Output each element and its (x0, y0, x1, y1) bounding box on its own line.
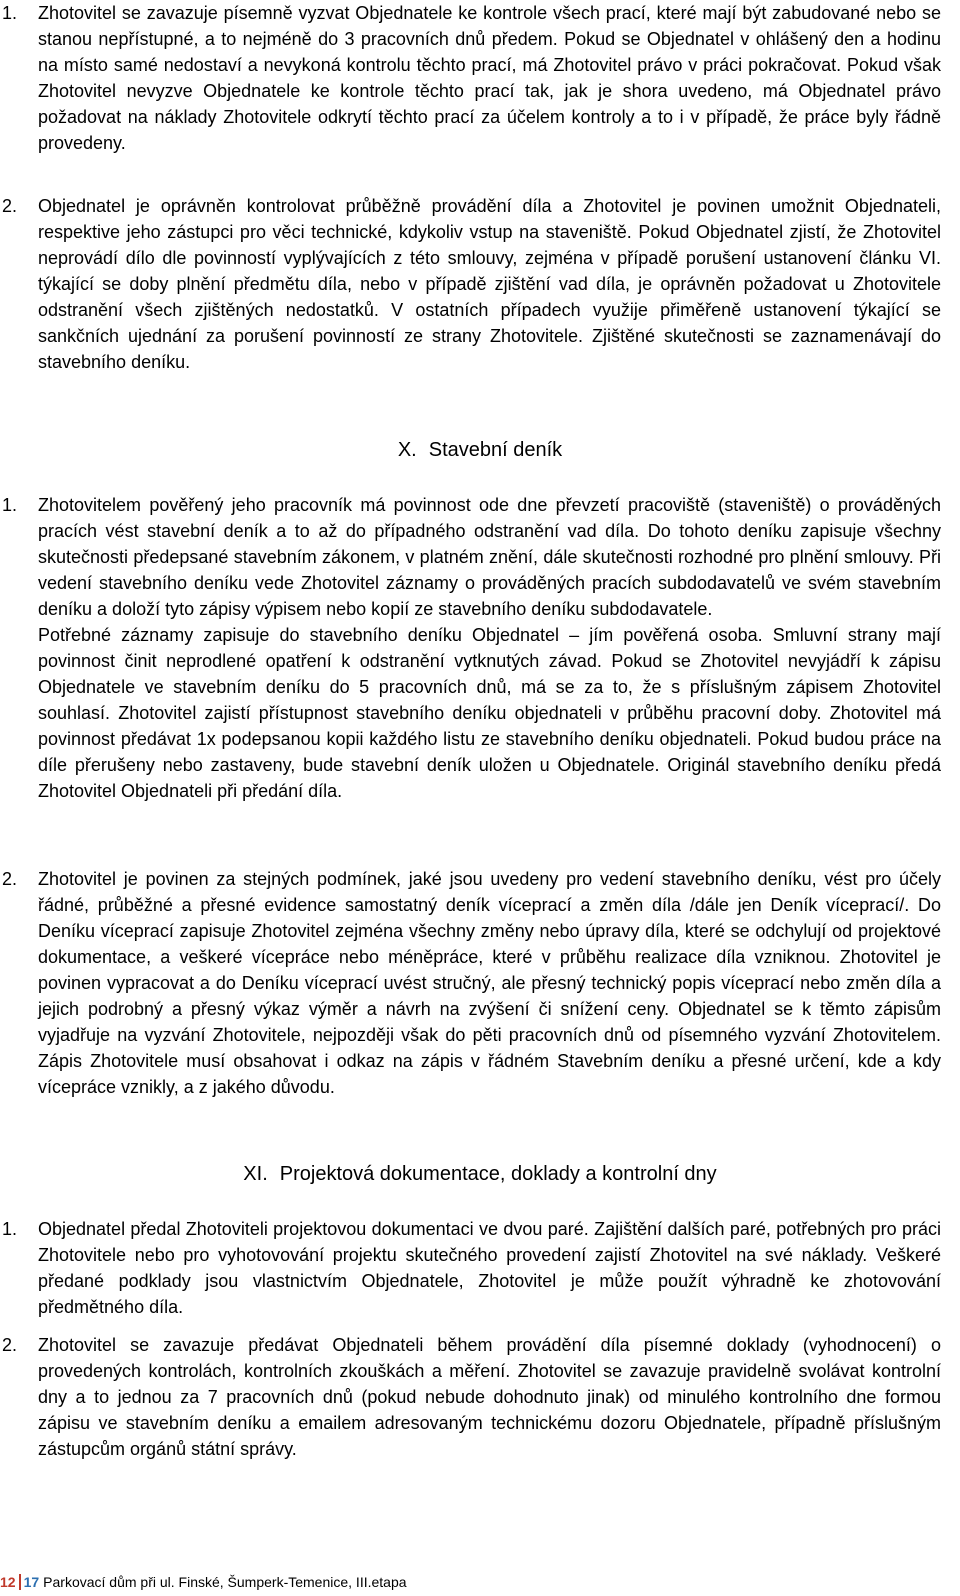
clause-9-2 (0, 193, 940, 375)
clause-10-2 (0, 866, 940, 1100)
clause-paragraph: Potřebné záznamy zapisuje do stavebního deníku Objednatel – jím pověřená osoba. Smluvní strany mají povinnost činit neprodlené opatření k odstranění vytknutých závad. Pokud se Zhotovitel nevyjádří k zápisu Objednatele ve stavebním deníku do 5 pracovních dnů, má se za to, že s příslušným zápisem Zhotovitel souhlasí. Zhotovitel zajistí přístupnost stavebního deníku objednateli v průběhu pracovní doby. Zhotovitel má povinnost předávat 1x podepsanou kopii každého listu ze stavebního deníku objednateli. Pokud budou práce na díle přerušeny nebo zastaveny, bude stavební deník uložen u Objednatele. Originál stavebního deníku předá Zhotovitel Objednateli při předání díla. (38, 625, 941, 801)
clause-text: Objednatel je oprávněn kontrolovat průběžně provádění díla a Zhotovitel je povinen umožnit Objednateli, respektive jeho zástupci pro věci technické, kdykoliv vstup na staveniště. Pokud Objednatel zjistí, že Zhotovitel neprovádí dílo dle povinností vyplývajících z této smlouvy, zejména v případě porušení ustanovení článku VI. týkající se doby plnění předmětu díla, nebo v případě zjištění vad díla, je oprávněn požadovat u Zhotovitele odstranění všech zjištěných nedostatků. V ostatních případech využije přiměřeně ustanovení týkající se sankčních ujednání za porušení povinností ze strany Zhotovitele. Zjištěné skutečnosti se zaznamenávají do stavebního deníku. (38, 196, 941, 372)
page-number-current: 12 (0, 1574, 16, 1590)
clause-text: Zhotovitel se zavazuje předávat Objednateli během provádění díla písemné doklady (vyhodnocení) o provedených kontrolách, kontrolních zkouškách a měření. Zhotovitel se zavazuje pravidelně svolávat kontrolní dny a to jednou za 7 pracovních dnů (pokud nebude dohodnuto jinak) od minulého kontrolního dne formou zápisu ve stavebním deníku a emailem adresovaným technickému dozoru Objednatele, případně příslušným zástupcům orgánů státní správy. (38, 1335, 941, 1459)
clause-number: 2. (2, 1335, 18, 1355)
footer-document-title: Parkovací dům při ul. Finské, Šumperk-Temenice, III.etapa (43, 1574, 407, 1590)
clause-text: Zhotovitel se zavazuje písemně vyzvat Objednatele ke kontrole všech prací, které mají být zabudované nebo se stanou nepřístupné, a to nejméně do 3 pracovních dnů předem. Pokud se Objednatel v ohlášený den a hodinu na místo samé nedostaví a nevykoná kontrolu těchto prací, má Zhotovitel právo v práci pokračovat. Pokud však Zhotovitel nevyzve Objednatele ke kontrole těchto prací tak, jak je shora uvedeno, má Objednatel právo požadovat na náklady Zhotovitele odkrytí těchto prací za účelem kontroly a to i v případě, že práce byly řádně provedeny. (38, 3, 941, 153)
clause-number: 2. (2, 196, 18, 216)
clause-text: Objednatel předal Zhotoviteli projektovou dokumentaci ve dvou paré. Zajištění dalších paré, potřebných pro práci Zhotovitele nebo pro vyhotovování projektu skutečného provedení zajistí Zhotovitel na své náklady. Veškeré předané podklady jsou vlastnictvím Objednatele, Zhotovitel je může použít výhradně ke zhotovování předmětného díla. (38, 1219, 941, 1317)
section-heading-projektova-dokumentace (0, 1160, 960, 1188)
clause-paragraph: Zhotovitelem pověřený jeho pracovník má povinnost ode dne převzetí pracoviště (staveniště) o prováděných pracích vést stavební deník a to až do případného odstranění vad díla. Do tohoto deníku zapisuje všechny skutečnosti předepsané stavebním zákonem, v platném znění, dále skutečnosti rozhodné pro plnění smlouvy. Při vedení stavebního deníku vede Zhotovitel záznamy o prováděných pracích subdodavatelů ve svém stavebním deníku a doloží tyto zápisy výpisem nebo kopií ze stavebního deníku subdodavatele. (38, 495, 941, 619)
clause-text (38, 866, 941, 1100)
clause-number: 1. (2, 1219, 18, 1239)
section-number: X. (397, 439, 417, 461)
clause-number: 2. (2, 869, 18, 889)
clause-10-1 (0, 492, 940, 804)
section-heading-stavebni-denik (0, 436, 960, 464)
clause-11-1 (0, 1216, 940, 1320)
clause-text (38, 492, 941, 804)
clause-number: 1. (2, 3, 18, 23)
page-number-divider (19, 1574, 21, 1590)
section-number: XI. (243, 1163, 268, 1185)
section-title: Projektová dokumentace, doklady a kontrolní dny (279, 1163, 717, 1185)
clause-11-2 (0, 1332, 940, 1462)
page-number-total: 17 (23, 1574, 40, 1590)
page-footer (0, 1573, 407, 1591)
section-title: Stavební deník (428, 439, 563, 461)
clause-paragraph: Zhotovitel je povinen za stejných podmínek, jaké jsou uvedeny pro vedení stavebního deníku, vést pro účely řádné, průběžné a přesné evidence samostatný deník víceprací a změn díla /dále jen Deník víceprací/. Do Deníku víceprací zapisuje Zhotovitel zejména všechny změny nebo úpravy díla, které se odchylují od projektové dokumentace, a veškeré vícepráce nebo méněpráce, které v průběhu realizace díla vzniknou. Zhotovitel je povinen vypracovat a do Deníku víceprací uvést stručný, ale přesný technický popis víceprací nebo změn díla a jejich podrobný a přesný výkaz výměr a návrh na zvýšení či snížení ceny. Objednatel se k těmto zápisům vyjadřuje na vyzvání Zhotovitele, nejpozději však do pěti pracovních dnů od písemného vyzvání Zhotovitelem. Zápis Zhotovitele musí obsahovat i odkaz na zápis v řádném Stavebním deníku a přesné určení, kde a kdy vícepráce vznikly, a z jakého důvodu. (38, 869, 941, 1097)
clause-number: 1. (2, 495, 18, 515)
clause-9-1 (0, 0, 940, 156)
